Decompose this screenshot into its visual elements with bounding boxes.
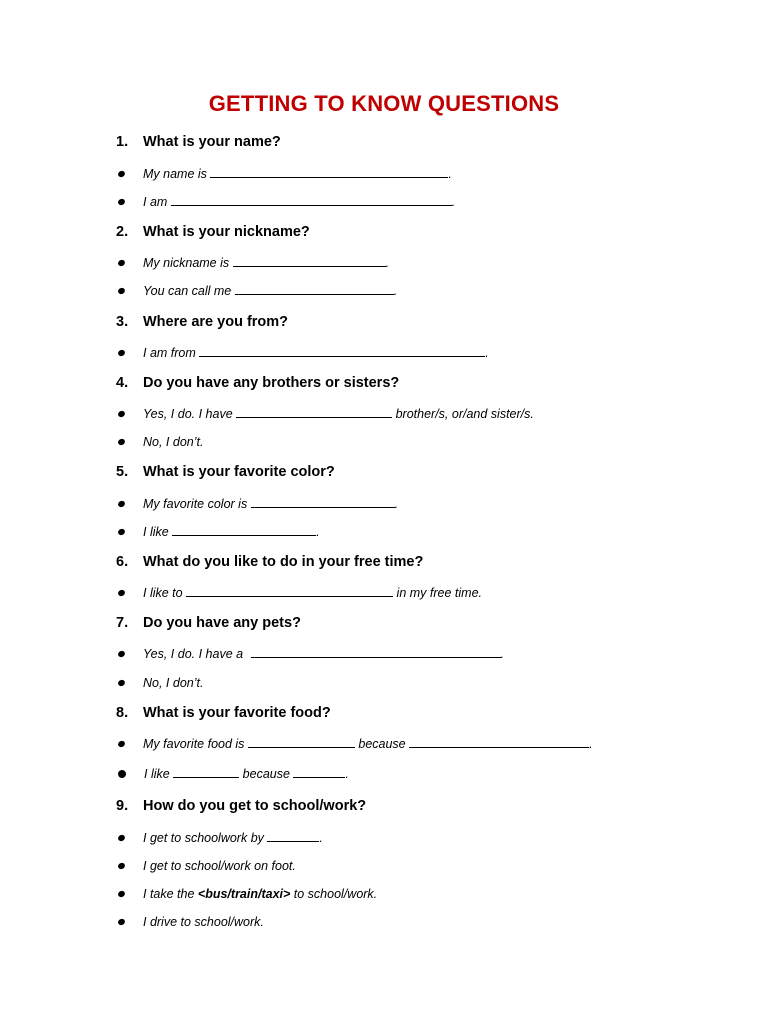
answer-text: I like [144, 767, 174, 781]
answer-text: I like to [143, 586, 187, 600]
answer-text-mid: because [239, 767, 294, 781]
answer-text-mid: because [354, 737, 410, 751]
fill-in-blank[interactable] [210, 165, 448, 178]
answer-text: I am [143, 195, 171, 209]
answer-text-end: to school/work. [290, 887, 378, 901]
answer-text: No, I don’t. [143, 435, 204, 449]
fill-in-blank[interactable] [251, 495, 395, 508]
answer-line-8b [118, 765, 349, 783]
bullet-icon [117, 834, 126, 842]
bullet-icon [117, 918, 126, 926]
fill-in-blank[interactable] [172, 523, 316, 536]
answer-text: Yes, I do. I have [143, 407, 237, 421]
fill-in-blank[interactable] [199, 344, 485, 357]
question-number: 7. [116, 615, 129, 631]
answer-text-options: <bus/train/taxi> [197, 887, 291, 901]
bullet-icon [117, 170, 126, 178]
fill-in-blank[interactable] [293, 765, 345, 778]
answer-text: I drive to school/work. [143, 915, 264, 929]
question-text: Where are you from? [143, 314, 289, 330]
fill-in-blank[interactable] [409, 735, 589, 748]
bullet-icon [117, 438, 126, 446]
fill-in-blank[interactable] [171, 193, 452, 206]
question-text: Do you have any pets? [143, 615, 301, 631]
question-number: 6. [116, 554, 129, 570]
answer-line-4b [118, 433, 203, 451]
answer-text: My favorite food is [143, 737, 248, 751]
answer-text-end: . [394, 497, 399, 511]
answer-line-2a [118, 254, 389, 272]
bullet-icon [117, 198, 126, 206]
answer-text: My nickname is [143, 256, 233, 270]
answer-text-end: . [500, 647, 505, 661]
bullet-icon [117, 528, 126, 536]
answer-text-end: . [319, 831, 323, 845]
answer-line-9b [118, 857, 296, 875]
answer-text: Yes, I do. I have a [143, 647, 247, 661]
question-3 [116, 312, 288, 332]
question-7 [116, 613, 301, 633]
page-title: GETTING TO KNOW QUESTIONS [208, 91, 560, 116]
answer-line-9d [118, 913, 264, 931]
question-number: 9. [116, 798, 129, 814]
answer-line-6a [118, 584, 482, 602]
answer-text: I take the [143, 887, 198, 901]
question-6 [116, 552, 423, 572]
answer-text: I am from [143, 346, 200, 360]
answer-line-2b [118, 282, 397, 300]
answer-line-9a [118, 829, 323, 847]
bullet-icon [117, 287, 126, 295]
answer-line-4a [118, 405, 534, 423]
answer-line-8a [118, 735, 593, 753]
answer-text-end: . [393, 284, 398, 298]
question-8 [116, 703, 331, 723]
question-text: What is your nickname? [143, 224, 310, 240]
question-1 [116, 132, 281, 152]
question-text: How do you get to school/work? [143, 798, 367, 814]
question-text: Do you have any brothers or sisters? [143, 375, 400, 391]
answer-text-end: . [485, 346, 489, 360]
fill-in-blank[interactable] [267, 829, 319, 842]
answer-text-end: . [385, 256, 390, 270]
answer-line-9c [118, 885, 377, 903]
bullet-icon [117, 259, 126, 267]
question-2 [116, 222, 310, 242]
bullet-icon [117, 650, 126, 658]
answer-line-3a [118, 344, 489, 362]
question-number: 2. [116, 224, 129, 240]
bullet-icon [117, 768, 128, 779]
answer-text-end: . [316, 525, 320, 539]
answer-line-5a [118, 495, 398, 513]
bullet-icon [117, 500, 126, 508]
question-number: 8. [116, 705, 129, 721]
answer-text-end: . [589, 737, 593, 751]
answer-line-1a [118, 165, 452, 183]
question-number: 4. [116, 375, 129, 391]
bullet-icon [117, 740, 126, 748]
fill-in-blank[interactable] [235, 282, 394, 295]
question-number: 3. [116, 314, 129, 330]
answer-text: No, I don’t. [143, 676, 204, 690]
fill-in-blank[interactable] [186, 584, 393, 597]
bullet-icon [117, 890, 126, 898]
question-number: 1. [116, 134, 129, 150]
question-9 [116, 796, 366, 816]
question-text: What is your name? [143, 134, 281, 150]
answer-text-end: . [448, 167, 452, 181]
answer-text: I get to schoolwork by [143, 831, 268, 845]
answer-line-7a [118, 645, 504, 663]
fill-in-blank[interactable] [251, 645, 501, 658]
answer-text: I get to school/work on foot. [143, 859, 296, 873]
answer-line-7b [118, 674, 203, 692]
answer-text: I like [143, 525, 173, 539]
fill-in-blank[interactable] [233, 254, 386, 267]
bullet-icon [117, 410, 126, 418]
question-number: 5. [116, 464, 129, 480]
fill-in-blank[interactable] [173, 765, 239, 778]
answer-text: You can call me [143, 284, 235, 298]
bullet-icon [117, 349, 126, 357]
question-text: What is your favorite food? [143, 705, 331, 721]
question-text: What is your favorite color? [143, 464, 335, 480]
answer-text-end: brother/s, or/and sister/s. [392, 407, 534, 421]
question-5 [116, 462, 335, 482]
answer-text-end: in my free time. [393, 586, 482, 600]
answer-line-1b [118, 193, 455, 211]
answer-line-5b [118, 523, 320, 541]
bullet-icon [117, 862, 126, 870]
fill-in-blank[interactable] [236, 405, 392, 418]
question-text: What do you like to do in your free time? [143, 554, 424, 570]
fill-in-blank[interactable] [248, 735, 355, 748]
question-4 [116, 373, 399, 393]
bullet-icon [117, 589, 126, 597]
answer-text: My favorite color is [143, 497, 251, 511]
answer-text-end: . [451, 195, 456, 209]
bullet-icon [117, 679, 126, 687]
answer-text: My name is [143, 167, 211, 181]
answer-text-end: . [345, 767, 349, 781]
